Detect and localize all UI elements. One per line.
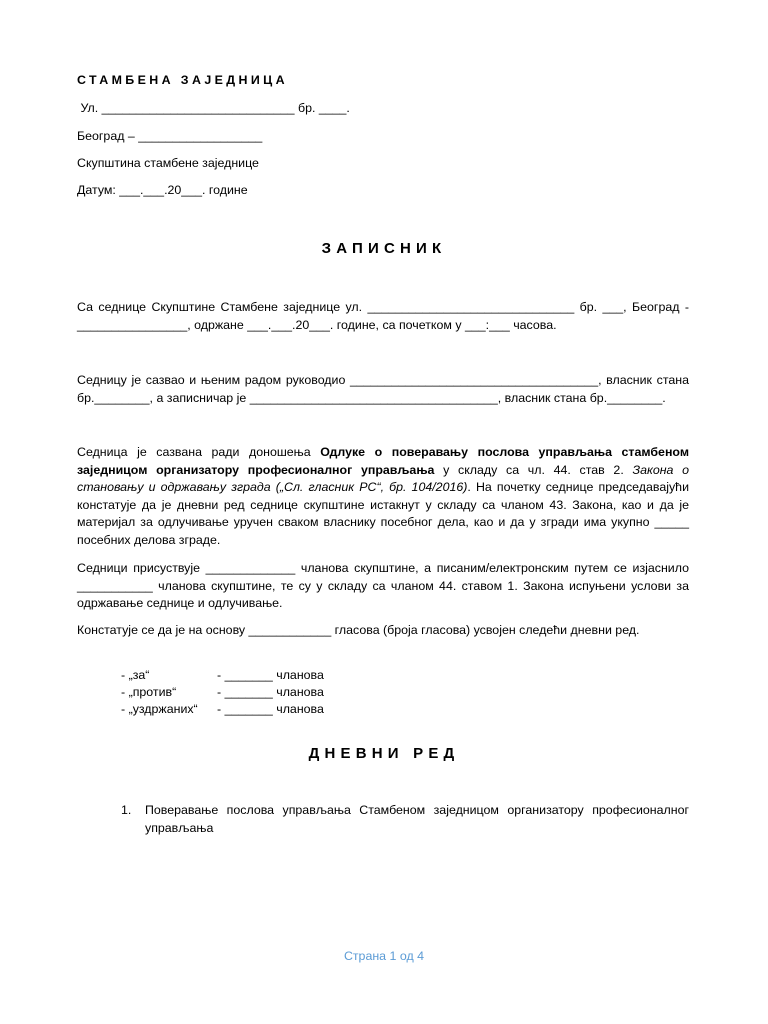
agenda-item-number: 1.	[121, 803, 132, 817]
page-footer: Страна 1 од 4	[343, 949, 425, 963]
chair-paragraph: Седницу је сазвао и њеним радом руководио ____________________________________, власник стана бр.________, а записничар је ____________________________________, власник стана бр.________.	[77, 373, 689, 405]
purpose-decision-bold: Одлуке о поверавању послова управљања стамбеном заједницом организатору професионалног управљања	[77, 445, 689, 477]
vote-label: - „уздржаних“	[121, 702, 198, 716]
session-paragraph: Са седнице Скупштине Стамбене заједнице ул. ______________________________ бр. ___, Београд - ________________, одржане ___.___.20___. године, са почетком у ___:___ часова.	[77, 300, 689, 332]
purpose-paragraph	[77, 444, 689, 549]
purpose-text-1: Седница је сазвана ради доношења	[77, 445, 321, 459]
date-line: Датум: ___.___.20___. године	[77, 183, 248, 197]
org-title: СТАМБЕНА ЗАЈЕДНИЦА	[77, 73, 288, 87]
street-line: Ул. ____________________________ бр. ____.	[77, 101, 350, 115]
votes-paragraph: Констатује се да је на основу ____________ гласова (броја гласова) усвојен следећи дневни ред.	[77, 623, 640, 637]
vote-value: - _______ чланова	[217, 685, 324, 699]
vote-value: - _______ чланова	[217, 668, 324, 682]
agenda-item-text: Поверавање послова управљања Стамбеном заједницом организатору професионалног управљања	[145, 803, 689, 835]
purpose-text-2: у складу са чл. 44. став 2.	[434, 462, 633, 477]
city-line: Београд – __________________	[77, 129, 263, 143]
assembly-line: Скупштина стамбене заједнице	[77, 156, 259, 170]
purpose-law-italic: Закона о становању и одржавању зграда („Сл. гласник РС“, бр. 104/2016)	[77, 462, 690, 494]
vote-value: - _______ чланова	[217, 702, 324, 716]
document-title: ЗАПИСНИК	[321, 240, 447, 257]
agenda-title: ДНЕВНИ РЕД	[308, 745, 460, 762]
presence-paragraph: Седници присуствује _____________ чланова скупштине, а писаним/електронским путем се изјаснило ___________ чланова скупштине, те су у складу са чланом 44. ставом 1. Закона испуњени услови за одржавање седнице и одлучивање.	[77, 561, 689, 610]
vote-label: - „против“	[121, 685, 177, 699]
vote-label: - „за“	[121, 668, 150, 682]
purpose-text-3: . На почетку седнице председавајући констатује да је дневни ред седнице скупштине истакнут у складу са чланом 43. Закона, као и да је материјал за одлучивање уручен сваком власнику посебног дела, као и да у згради има укупно _____ посебних делова зграде.	[77, 480, 689, 547]
